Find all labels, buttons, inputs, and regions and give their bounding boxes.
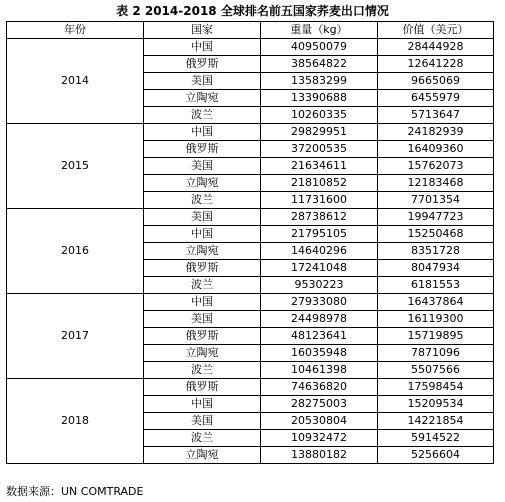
value-cell: 7701354 xyxy=(378,192,494,209)
country-cell: 俄罗斯 xyxy=(144,260,261,277)
year-cell: 2016 xyxy=(7,209,144,294)
country-cell: 立陶宛 xyxy=(144,447,261,464)
country-cell: 俄罗斯 xyxy=(144,56,261,73)
value-cell: 24182939 xyxy=(378,124,494,141)
weight-cell: 20530804 xyxy=(261,413,378,430)
weight-cell: 27933080 xyxy=(261,294,378,311)
weight-cell: 14640296 xyxy=(261,243,378,260)
year-cell: 2018 xyxy=(7,379,144,464)
weight-cell: 13880182 xyxy=(261,447,378,464)
value-cell: 16119300 xyxy=(378,311,494,328)
country-cell: 中国 xyxy=(144,226,261,243)
header-country: 国家 xyxy=(144,22,261,39)
country-cell: 波兰 xyxy=(144,430,261,447)
value-cell: 5256604 xyxy=(378,447,494,464)
weight-cell: 16035948 xyxy=(261,345,378,362)
value-cell: 16409360 xyxy=(378,141,494,158)
table-row xyxy=(7,124,494,141)
value-cell: 15762073 xyxy=(378,158,494,175)
value-cell: 15209534 xyxy=(378,396,494,413)
table-title: 表 2 2014-2018 全球排名前五国家荞麦出口情况 xyxy=(116,4,389,18)
weight-cell: 13390688 xyxy=(261,90,378,107)
weight-cell: 74636820 xyxy=(261,379,378,396)
country-cell: 中国 xyxy=(144,124,261,141)
weight-cell: 10461398 xyxy=(261,362,378,379)
header-year: 年份 xyxy=(7,22,144,39)
year-cell: 2017 xyxy=(7,294,144,379)
value-cell: 19947723 xyxy=(378,209,494,226)
value-cell: 28444928 xyxy=(378,39,494,56)
value-cell: 14221854 xyxy=(378,413,494,430)
table-row xyxy=(7,379,494,396)
weight-cell: 17241048 xyxy=(261,260,378,277)
weight-cell: 29829951 xyxy=(261,124,378,141)
table-row xyxy=(7,294,494,311)
value-cell: 16437864 xyxy=(378,294,494,311)
value-cell: 8047934 xyxy=(378,260,494,277)
country-cell: 美国 xyxy=(144,311,261,328)
value-cell: 6181553 xyxy=(378,277,494,294)
value-cell: 5914522 xyxy=(378,430,494,447)
weight-cell: 21795105 xyxy=(261,226,378,243)
value-cell: 12183468 xyxy=(378,175,494,192)
weight-cell: 21634611 xyxy=(261,158,378,175)
weight-cell: 10932472 xyxy=(261,430,378,447)
table-row xyxy=(7,209,494,226)
source-note: 数据来源：UN COMTRADE xyxy=(6,485,144,498)
year-cell: 2014 xyxy=(7,39,144,124)
header-value: 价值（美元） xyxy=(378,22,494,39)
country-cell: 立陶宛 xyxy=(144,243,261,260)
weight-cell: 24498978 xyxy=(261,311,378,328)
weight-cell: 9530223 xyxy=(261,277,378,294)
value-cell: 17598454 xyxy=(378,379,494,396)
country-cell: 波兰 xyxy=(144,362,261,379)
weight-cell: 40950079 xyxy=(261,39,378,56)
country-cell: 美国 xyxy=(144,413,261,430)
weight-cell: 11731600 xyxy=(261,192,378,209)
country-cell: 俄罗斯 xyxy=(144,379,261,396)
country-cell: 波兰 xyxy=(144,192,261,209)
weight-cell: 10260335 xyxy=(261,107,378,124)
weight-cell: 28738612 xyxy=(261,209,378,226)
export-table xyxy=(6,21,494,464)
country-cell: 美国 xyxy=(144,209,261,226)
country-cell: 波兰 xyxy=(144,277,261,294)
value-cell: 15250468 xyxy=(378,226,494,243)
country-cell: 波兰 xyxy=(144,107,261,124)
table-body xyxy=(7,39,494,464)
value-cell: 6455979 xyxy=(378,90,494,107)
weight-cell: 21810852 xyxy=(261,175,378,192)
weight-cell: 38564822 xyxy=(261,56,378,73)
weight-cell: 13583299 xyxy=(261,73,378,90)
weight-cell: 37200535 xyxy=(261,141,378,158)
country-cell: 中国 xyxy=(144,39,261,56)
country-cell: 美国 xyxy=(144,158,261,175)
value-cell: 5507566 xyxy=(378,362,494,379)
country-cell: 立陶宛 xyxy=(144,175,261,192)
weight-cell: 48123641 xyxy=(261,328,378,345)
value-cell: 5713647 xyxy=(378,107,494,124)
value-cell: 9665069 xyxy=(378,73,494,90)
country-cell: 中国 xyxy=(144,294,261,311)
country-cell: 俄罗斯 xyxy=(144,141,261,158)
value-cell: 8351728 xyxy=(378,243,494,260)
value-cell: 7871096 xyxy=(378,345,494,362)
value-cell: 15719895 xyxy=(378,328,494,345)
country-cell: 中国 xyxy=(144,396,261,413)
weight-cell: 28275003 xyxy=(261,396,378,413)
country-cell: 立陶宛 xyxy=(144,345,261,362)
value-cell: 12641228 xyxy=(378,56,494,73)
year-cell: 2015 xyxy=(7,124,144,209)
header-row xyxy=(7,22,494,39)
table-row xyxy=(7,39,494,56)
country-cell: 美国 xyxy=(144,73,261,90)
country-cell: 俄罗斯 xyxy=(144,328,261,345)
country-cell: 立陶宛 xyxy=(144,90,261,107)
header-weight: 重量（kg） xyxy=(261,22,378,39)
